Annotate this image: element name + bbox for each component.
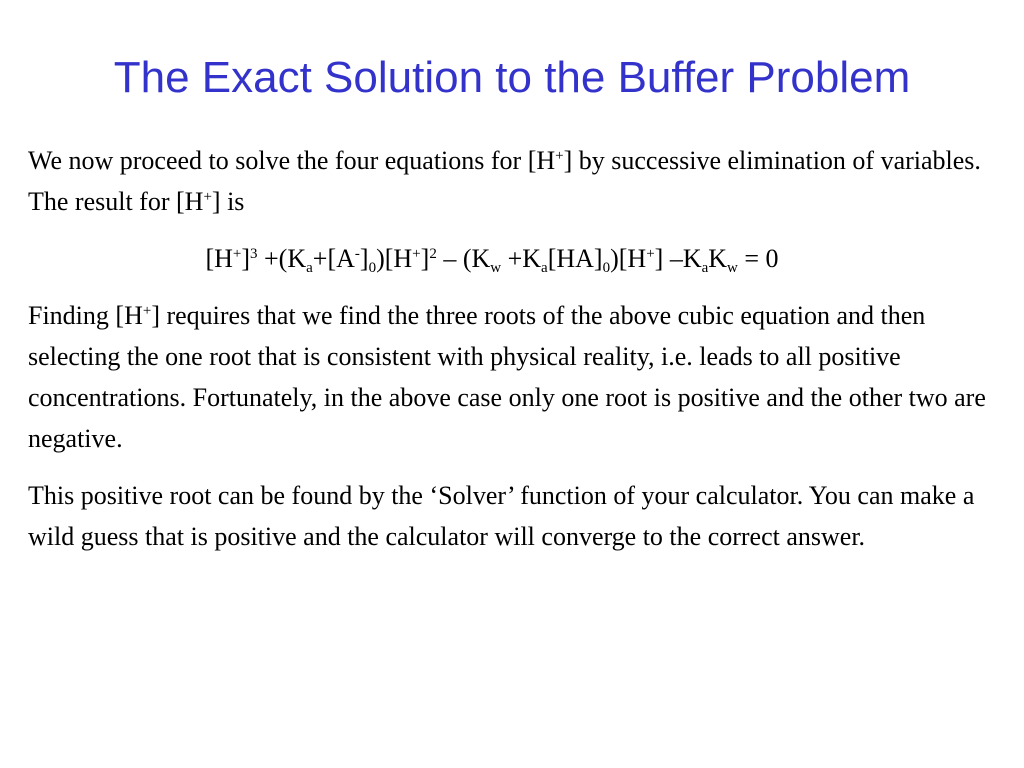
eq-sup: 3 <box>250 246 258 262</box>
eq-part: )[H <box>610 244 647 273</box>
slide-title: The Exact Solution to the Buffer Problem <box>113 53 911 102</box>
intro-text-3: ] is <box>211 187 245 216</box>
eq-part: +[A <box>312 244 355 273</box>
paragraph-solver: This positive root can be found by the ‘Solver’ function of your calculator. You can make a wild guess that is positive and the calculator will converge to the correct answer. <box>28 481 975 551</box>
eq-part: ] <box>241 244 251 273</box>
roots-text-1: Finding [H <box>28 301 143 330</box>
eq-part: )[H <box>376 244 413 273</box>
eq-part: ] <box>359 244 369 273</box>
eq-part: ] –K <box>654 244 702 273</box>
intro-superscript-2: + <box>203 189 212 205</box>
eq-part: ] <box>420 244 430 273</box>
intro-text-2: ] by successive elimination of variables. The result for [H <box>28 146 981 216</box>
intro-text-1: We now proceed to solve the four equations for [H <box>28 146 556 175</box>
eq-part: K <box>708 244 728 273</box>
eq-sup: 2 <box>429 246 437 262</box>
paragraph-intro <box>28 140 988 222</box>
eq-sub: 0 <box>368 260 377 276</box>
paragraph-roots <box>28 295 988 459</box>
slide-body <box>28 140 988 573</box>
eq-sup: + <box>232 246 242 262</box>
eq-sub: a <box>541 260 548 276</box>
eq-sup: + <box>412 246 421 262</box>
eq-sub: a <box>701 260 709 276</box>
eq-part: +K <box>501 244 542 273</box>
roots-text-2: ] requires that we find the three roots of the above cubic equation and then selecting the one root that is consistent with physical reality, i.e. leads to all positive concentrations. Fortunately, in the above case only one root is positive and the other two are negative. <box>28 301 986 453</box>
eq-sub: 0 <box>602 260 611 276</box>
eq-sub: a <box>306 260 313 276</box>
eq-part: = 0 <box>737 244 779 273</box>
eq-part: – (K <box>436 244 491 273</box>
intro-superscript-1: + <box>555 148 564 164</box>
eq-sub: w <box>727 260 738 276</box>
eq-sup: - <box>354 246 360 262</box>
eq-sub: w <box>490 260 502 276</box>
eq-part: [H <box>205 244 233 273</box>
eq-part: [HA] <box>547 244 603 273</box>
eq-part: +(K <box>257 244 307 273</box>
roots-superscript: + <box>142 303 152 319</box>
cubic-equation <box>0 238 988 279</box>
eq-sup: + <box>646 246 655 262</box>
